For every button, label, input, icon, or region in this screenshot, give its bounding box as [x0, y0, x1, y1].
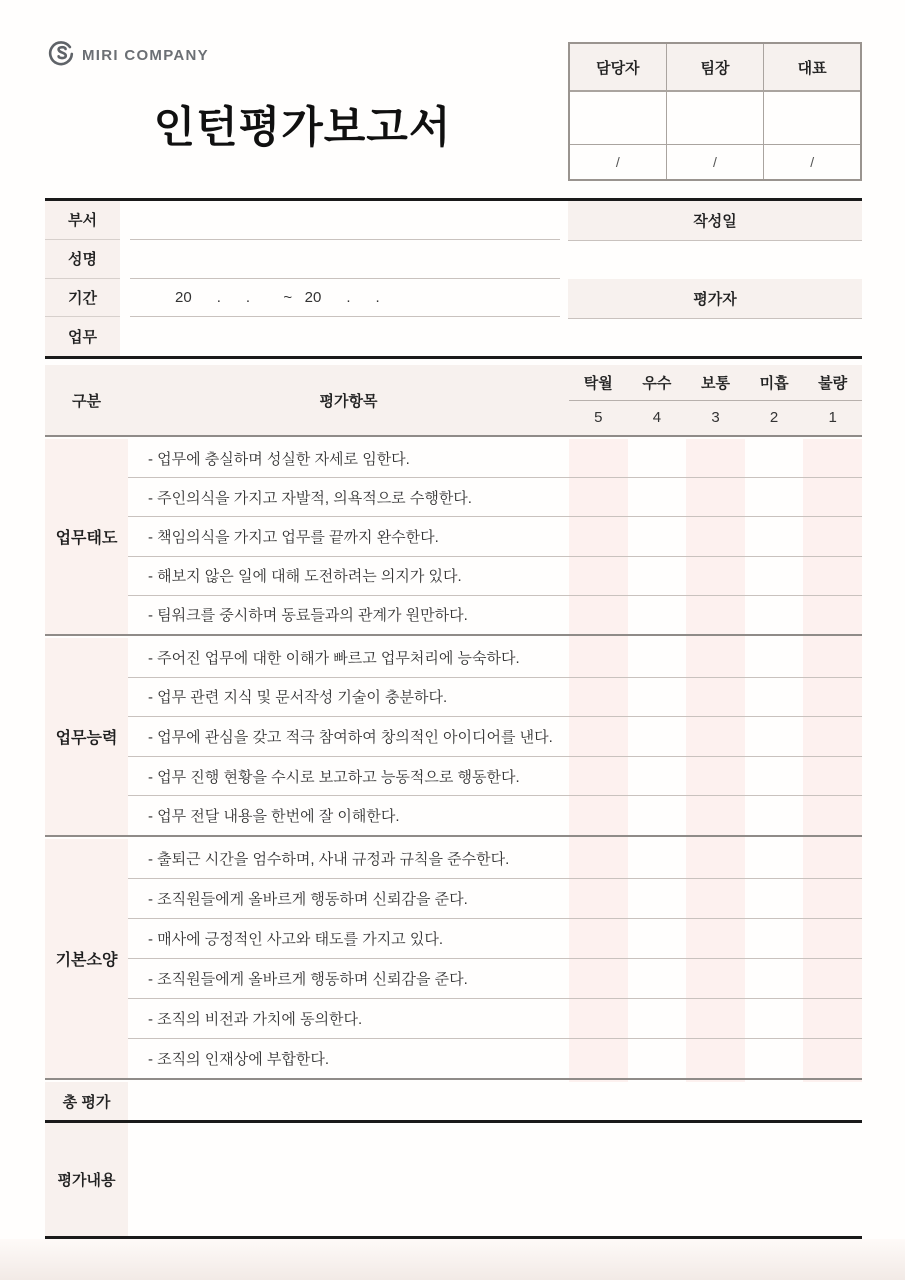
approval-header-team-leader: 팀장	[667, 44, 763, 90]
page-title: 인턴평가보고서	[153, 104, 452, 152]
company-name: MIRI COMPANY	[82, 47, 209, 64]
rating-cell-5[interactable]	[569, 557, 628, 595]
evaluation-item-text: - 출퇴근 시간을 엄수하며, 사내 규정과 규칙을 준수한다.	[148, 851, 510, 868]
rating-cell-5[interactable]	[569, 999, 628, 1038]
s-mark-icon	[48, 40, 74, 71]
approval-table	[568, 42, 862, 181]
rating-cell-1[interactable]	[803, 717, 862, 756]
period-label: 기간	[45, 279, 120, 318]
evaluation-item-text: - 주인의식을 가지고 자발적, 의욕적으로 수행한다.	[148, 489, 472, 507]
evaluation-row	[128, 999, 862, 1039]
rating-cell-1[interactable]	[803, 959, 862, 998]
evaluation-row	[128, 478, 862, 517]
evaluation-row	[128, 557, 862, 596]
evaluation-row	[128, 959, 862, 999]
rating-cell-5[interactable]	[569, 879, 628, 918]
rating-cell-4[interactable]	[628, 999, 687, 1038]
evaluation-item-text: - 업무에 관심을 갖고 적극 참여하여 창의적인 아이디어를 낸다.	[148, 728, 553, 746]
rating-cell-5[interactable]	[569, 796, 628, 835]
evaluation-section-work-attitude	[45, 439, 862, 636]
evaluation-row	[128, 517, 862, 556]
evaluation-item-text: - 조직원들에게 올바르게 행동하며 신뢰감을 준다.	[148, 971, 468, 988]
rating-cell-1[interactable]	[803, 999, 862, 1038]
rating-column-headers	[569, 365, 862, 435]
rating-cell-1[interactable]	[803, 796, 862, 835]
rating-cell-3[interactable]	[686, 796, 745, 835]
rating-label-good: 우수	[642, 374, 672, 392]
rating-cell-1[interactable]	[803, 757, 862, 796]
evaluation-item-text: - 업무 전달 내용을 한번에 잘 이해한다.	[148, 808, 400, 826]
category-column-header: 구분	[72, 392, 101, 410]
rating-cell-4[interactable]	[628, 717, 687, 756]
rating-cell-2[interactable]	[745, 678, 804, 717]
rating-cell-3[interactable]	[686, 757, 745, 796]
rating-cell-3[interactable]	[686, 557, 745, 595]
rating-cell-5[interactable]	[569, 517, 628, 555]
evaluation-item-text: - 매사에 긍정적인 사고와 태도를 가지고 있다.	[148, 931, 443, 948]
evaluation-row	[128, 596, 862, 634]
rating-cell-4[interactable]	[628, 478, 687, 516]
rating-cell-2[interactable]	[745, 439, 804, 477]
item-column-header: 평가항목	[319, 392, 378, 410]
rating-cell-4[interactable]	[628, 517, 687, 555]
rating-cell-2[interactable]	[745, 919, 804, 958]
rating-cell-2[interactable]	[745, 596, 804, 634]
rating-label-excellent: 탁월	[583, 374, 613, 392]
approval-signature-cell[interactable]	[570, 92, 666, 144]
evaluation-item-text: - 업무 진행 현황을 수시로 보고하고 능동적으로 행동한다.	[148, 768, 520, 786]
rating-cell-1[interactable]	[803, 919, 862, 958]
rating-cell-2[interactable]	[745, 999, 804, 1038]
department-field[interactable]	[120, 201, 560, 240]
category-label: 기본소양	[45, 839, 128, 1078]
rating-cell-4[interactable]	[628, 678, 687, 717]
rating-cell-1[interactable]	[803, 439, 862, 477]
duty-field[interactable]	[120, 317, 560, 356]
rating-cell-5[interactable]	[569, 717, 628, 756]
rating-cell-1[interactable]	[803, 879, 862, 918]
rating-cell-4[interactable]	[628, 596, 687, 634]
write-date-label: 작성일	[568, 201, 862, 241]
rating-cell-2[interactable]	[745, 757, 804, 796]
rating-score-1: 1	[828, 409, 837, 427]
evaluation-comment-label: 평가내용	[45, 1123, 128, 1236]
rating-score-4: 4	[652, 409, 662, 427]
evaluation-table-header	[45, 365, 862, 437]
rating-cell-4[interactable]	[628, 638, 687, 677]
evaluation-item-text: - 주어진 업무에 대한 이해가 빠르고 업무처리에 능숙하다.	[148, 649, 520, 667]
evaluation-row	[128, 439, 862, 478]
total-evaluation-label: 총 평가	[45, 1082, 128, 1120]
evaluation-row	[128, 717, 862, 757]
rating-cell-4[interactable]	[628, 557, 687, 595]
approval-date-cell[interactable]: /	[764, 145, 860, 179]
rating-score-2: 2	[769, 409, 779, 427]
evaluation-item-text: - 조직의 인재상에 부합한다.	[148, 1051, 330, 1068]
evaluation-item-text: - 팀워크를 중시하며 동료들과의 관계가 원만하다.	[148, 607, 468, 625]
rating-cell-5[interactable]	[569, 478, 628, 516]
company-logo	[48, 40, 209, 71]
rating-cell-3[interactable]	[686, 919, 745, 958]
evaluation-row	[128, 919, 862, 959]
rating-cell-3[interactable]	[686, 717, 745, 756]
rating-cell-3[interactable]	[686, 439, 745, 477]
rating-cell-5[interactable]	[569, 919, 628, 958]
name-field[interactable]	[120, 240, 560, 279]
approval-signature-cell[interactable]	[764, 92, 860, 144]
rating-cell-5[interactable]	[569, 439, 628, 477]
period-field[interactable]: 20 . . ~ 20 . .	[120, 279, 560, 318]
approval-date-cell[interactable]: /	[570, 145, 666, 179]
rating-cell-5[interactable]	[569, 757, 628, 796]
evaluation-row	[128, 1039, 862, 1078]
rating-cell-3[interactable]	[686, 999, 745, 1038]
rating-label-average: 보통	[700, 374, 730, 392]
rating-cell-2[interactable]	[745, 879, 804, 918]
rating-cell-4[interactable]	[628, 439, 687, 477]
rating-cell-4[interactable]	[628, 879, 687, 918]
rating-cell-5[interactable]	[569, 959, 628, 998]
rating-cell-1[interactable]	[803, 517, 862, 555]
rating-cell-3[interactable]	[686, 678, 745, 717]
rating-score-5: 5	[594, 409, 603, 427]
evaluation-item-text: - 업무 관련 지식 및 문서작성 기술이 충분하다.	[148, 689, 448, 707]
total-evaluation-field[interactable]	[128, 1082, 862, 1120]
rating-cell-2[interactable]	[745, 796, 804, 835]
rating-cell-3[interactable]	[686, 879, 745, 918]
rating-cell-2[interactable]	[745, 638, 804, 677]
approval-header-ceo: 대표	[764, 44, 860, 90]
evaluation-row	[128, 796, 862, 835]
write-date-field[interactable]	[568, 241, 862, 279]
rating-cell-3[interactable]	[686, 478, 745, 516]
rating-cell-1[interactable]	[803, 557, 862, 595]
approval-signature-cell[interactable]	[667, 92, 763, 144]
rating-cell-1[interactable]	[803, 1039, 862, 1078]
rating-cell-2[interactable]	[745, 478, 804, 516]
rating-cell-4[interactable]	[628, 1039, 687, 1078]
name-label: 성명	[45, 240, 120, 279]
evaluation-row	[128, 879, 862, 919]
rating-cell-2[interactable]	[745, 839, 804, 878]
rating-cell-3[interactable]	[686, 638, 745, 677]
evaluation-row	[128, 839, 862, 879]
rating-cell-2[interactable]	[745, 557, 804, 595]
page-bottom-strip	[0, 1239, 905, 1280]
info-table	[45, 201, 560, 356]
evaluator-label: 평가자	[568, 279, 862, 319]
rating-cell-5[interactable]	[569, 1039, 628, 1078]
rating-cell-3[interactable]	[686, 596, 745, 634]
evaluation-comment-field[interactable]	[128, 1123, 862, 1236]
rating-score-3: 3	[711, 409, 720, 427]
rating-cell-1[interactable]	[803, 678, 862, 717]
rating-cell-4[interactable]	[628, 796, 687, 835]
rating-cell-2[interactable]	[745, 1039, 804, 1078]
rating-cell-5[interactable]	[569, 596, 628, 634]
rating-cell-5[interactable]	[569, 638, 628, 677]
category-label: 업무능력	[45, 638, 128, 835]
rating-cell-3[interactable]	[686, 959, 745, 998]
evaluation-comment-row	[45, 1123, 862, 1236]
evaluation-section-basic-qualities	[45, 839, 862, 1080]
evaluation-item-text: - 업무에 충실하며 성실한 자세로 임한다.	[148, 450, 410, 468]
rating-cell-3[interactable]	[686, 517, 745, 555]
divider	[45, 356, 862, 359]
evaluation-row	[128, 678, 862, 718]
evaluation-item-text: - 조직의 비전과 가치에 동의한다.	[148, 1011, 363, 1028]
rating-cell-3[interactable]	[686, 839, 745, 878]
rating-cell-1[interactable]	[803, 596, 862, 634]
rating-cell-4[interactable]	[628, 919, 687, 958]
approval-date-cell[interactable]: /	[667, 145, 763, 179]
rating-cell-2[interactable]	[745, 717, 804, 756]
rating-cell-2[interactable]	[745, 517, 804, 555]
evaluation-row	[128, 757, 862, 797]
rating-cell-4[interactable]	[628, 757, 687, 796]
info-table-right	[568, 201, 862, 356]
evaluation-item-text: - 해보지 않은 일에 대해 도전하려는 의지가 있다.	[148, 568, 462, 586]
rating-cell-2[interactable]	[745, 959, 804, 998]
rating-cell-4[interactable]	[628, 959, 687, 998]
evaluation-item-text: - 책임의식을 가지고 업무를 끝까지 완수한다.	[148, 529, 439, 546]
rating-cell-5[interactable]	[569, 678, 628, 717]
evaluation-section-work-ability	[45, 638, 862, 837]
rating-cell-1[interactable]	[803, 638, 862, 677]
evaluation-item-text: - 조직원들에게 올바르게 행동하며 신뢰감을 준다.	[148, 891, 468, 908]
rating-cell-4[interactable]	[628, 839, 687, 878]
duty-label: 업무	[45, 317, 120, 356]
department-label: 부서	[45, 201, 120, 240]
rating-cell-3[interactable]	[686, 1039, 745, 1078]
total-evaluation-row	[45, 1082, 862, 1120]
rating-cell-5[interactable]	[569, 839, 628, 878]
evaluator-field[interactable]	[568, 319, 862, 357]
rating-label-poor: 미흡	[759, 374, 789, 392]
evaluation-row	[128, 638, 862, 678]
rating-cell-1[interactable]	[803, 839, 862, 878]
category-label: 업무태도	[45, 439, 128, 634]
rating-label-bad: 불량	[818, 374, 848, 392]
rating-cell-1[interactable]	[803, 478, 862, 516]
approval-header-manager: 담당자	[570, 44, 666, 90]
